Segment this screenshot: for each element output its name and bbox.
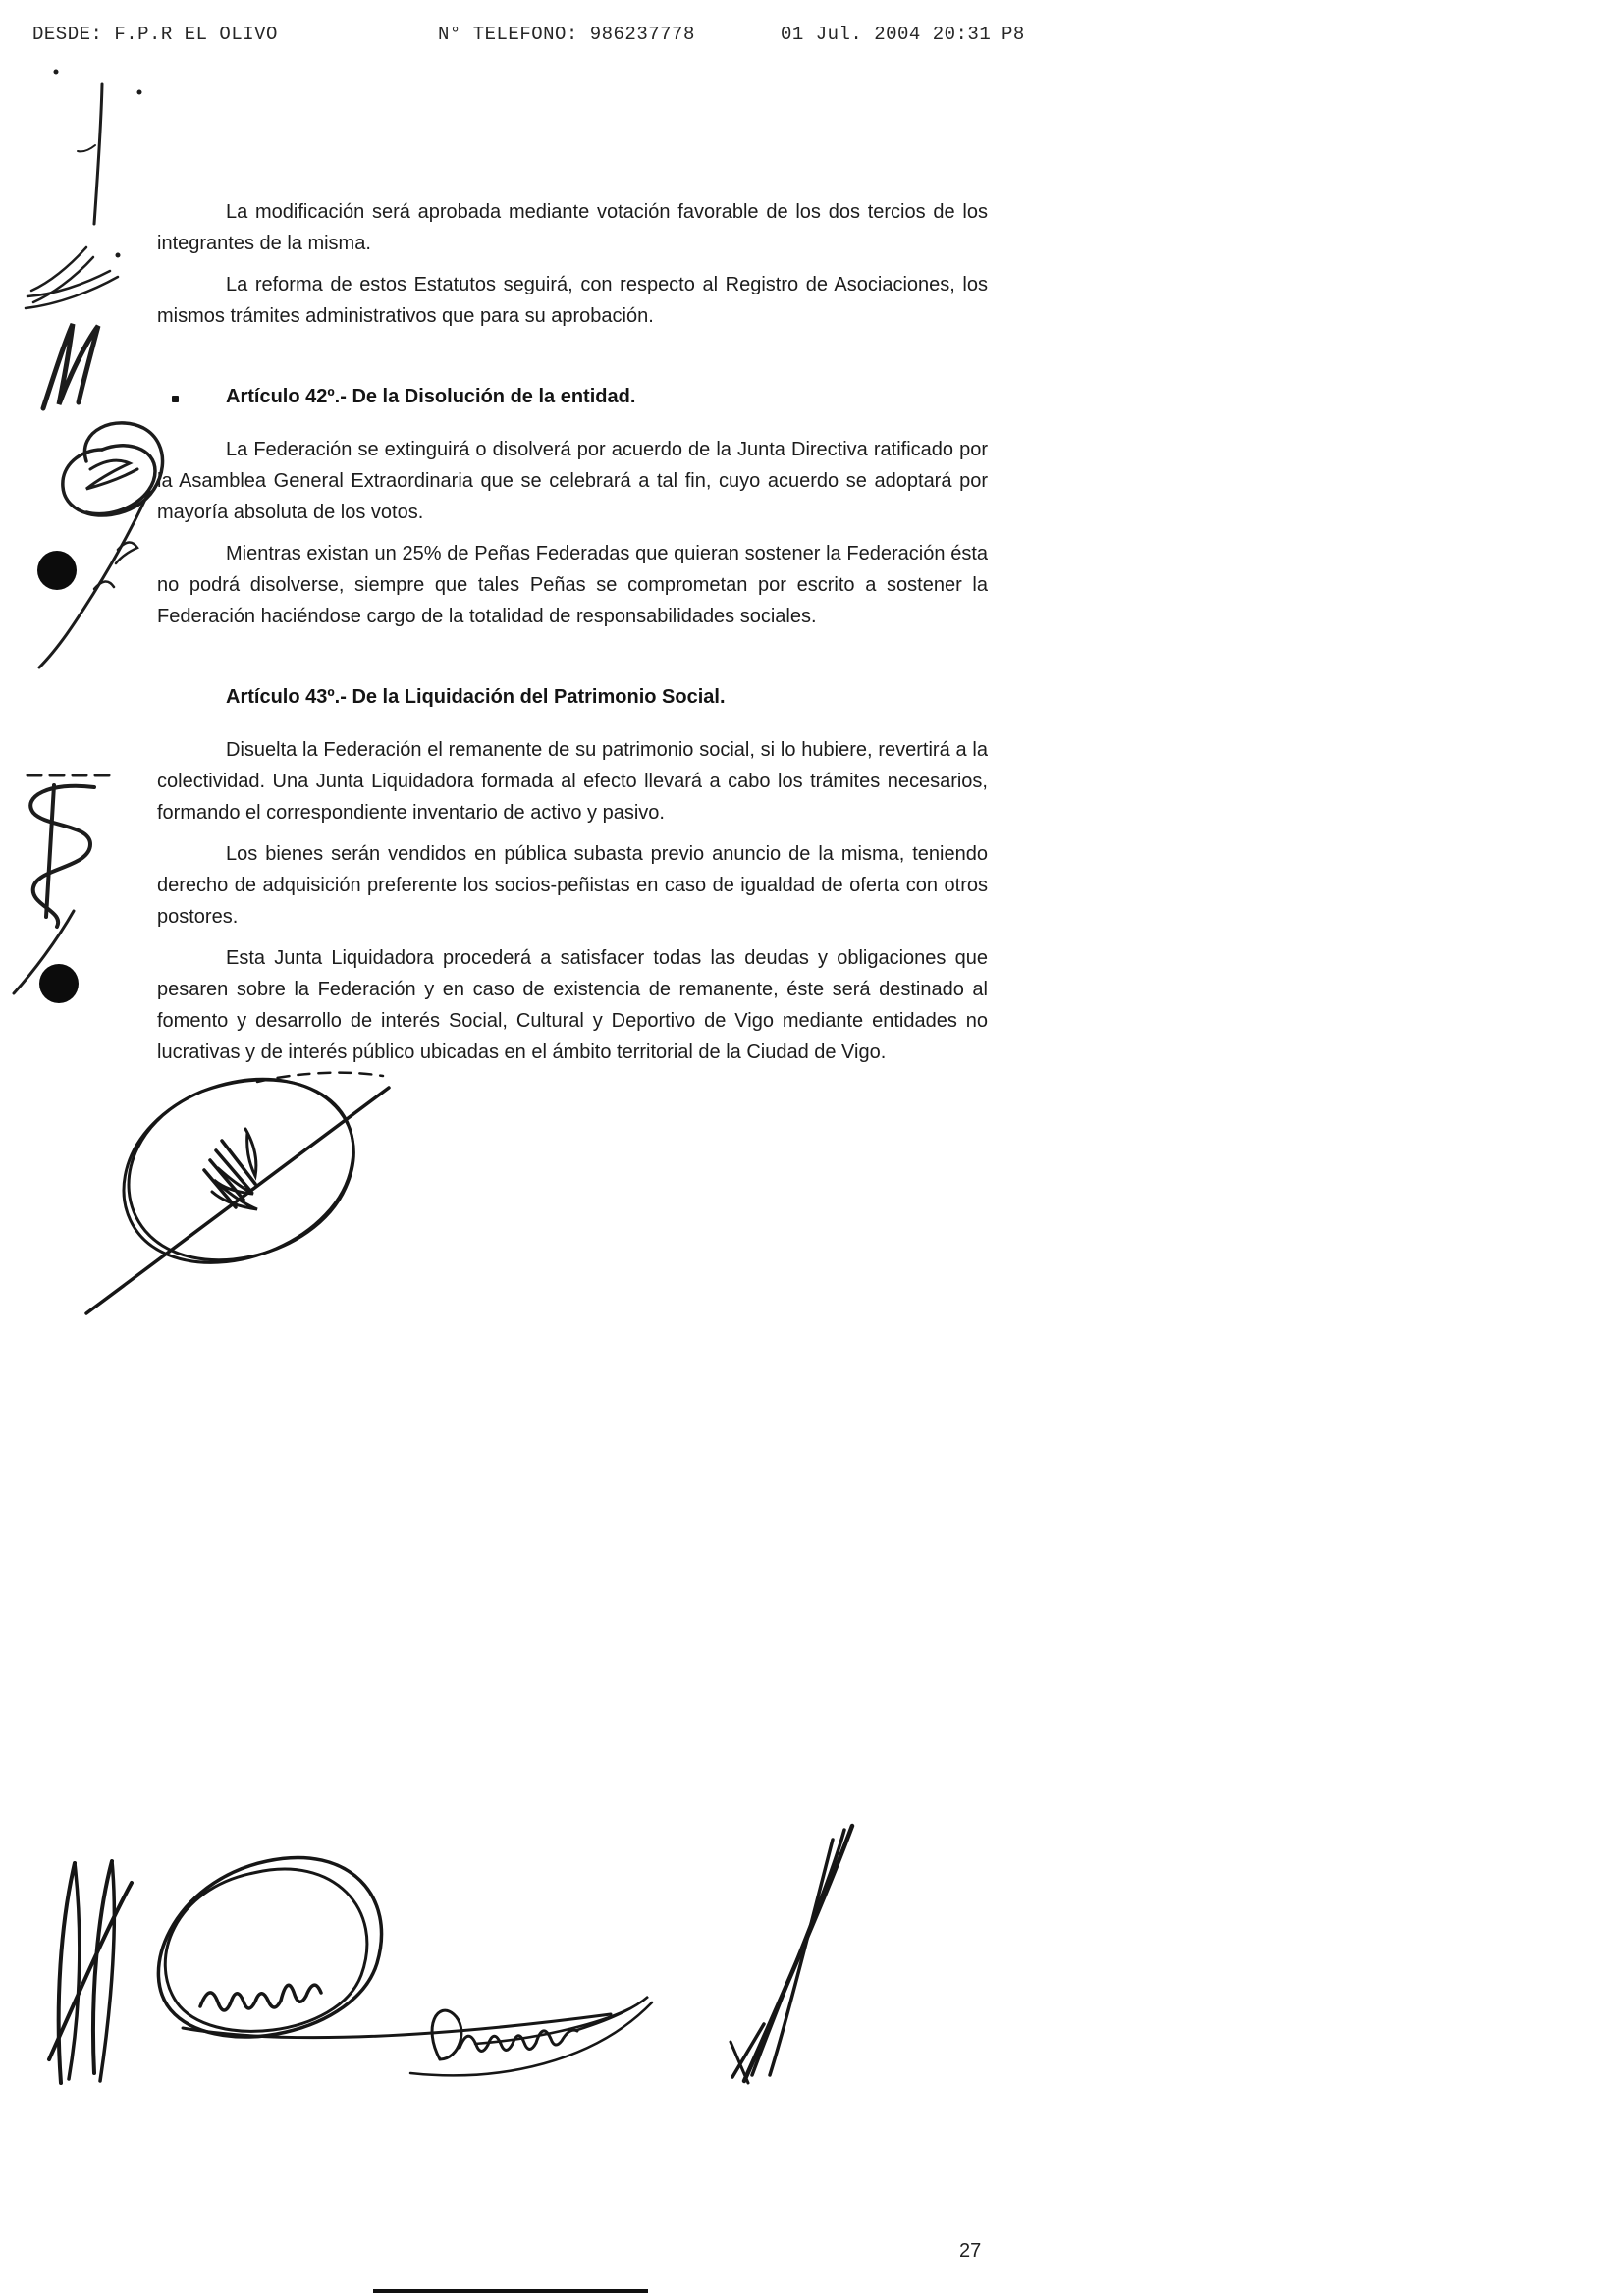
page-number: 27 <box>959 2240 982 2262</box>
signature-bottom-oval <box>158 1858 611 2038</box>
signature-bottom-left <box>49 1861 132 2083</box>
paragraph-disuelta: Disuelta la Federación el remanente de su patrimonio social, si lo hubiere, revertirá a la colectividad. Una Junta Liquidadora formada al efecto llevará a cabo los trámites necesarios, formando el correspondiente inventario de activo y pasivo. <box>157 739 988 824</box>
paragraph-reforma: La reforma de estos Estatutos seguirá, con respecto al Registro de Asociaciones, los mismos trámites administrativos que para su aprobación. <box>157 274 988 327</box>
heading-articulo-43: Artículo 43º.- De la Liquidación del Patrimonio Social. <box>226 686 726 708</box>
hole-punch-bottom <box>39 964 79 1003</box>
heading-articulo-42: Artículo 42º.- De la Disolución de la entidad. <box>226 386 636 407</box>
fax-page-code: P8 <box>1001 24 1025 45</box>
signature-large-center <box>86 1073 389 1313</box>
document-body <box>157 0 988 1078</box>
fax-from-label: DESDE: F.P.R EL OLIVO <box>32 24 278 45</box>
paragraph-junta-liquidadora: Esta Junta Liquidadora procederá a satisfacer todas las deudas y obligaciones que pesaren sobre la Federación y en caso de existencia de remanente, éste será destinado al fomento y desarrollo de interés Social, Cultural y Deportivo de Vigo mediante entidades no lucrativas y de interés público ubicadas en el ámbito territorial de la Ciudad de Vigo. <box>157 947 988 1063</box>
signature-bottom-center <box>410 1997 652 2075</box>
paragraph-mientras: Mientras existan un 25% de Peñas Federadas que quieran sostener la Federación ésta no podrá disolverse, siempre que tales Peñas se comprometan por escrito a sostener la Federación haciéndose cargo de la totalidad de responsabilidades sociales. <box>157 543 988 627</box>
signature-bottom-right <box>731 1826 852 2083</box>
paragraph-modificacion: La modificación será aprobada mediante votación favorable de los dos tercios de los integrantes de la misma. <box>157 201 988 254</box>
hole-punch-top <box>37 551 77 590</box>
signature-left-margin-initial <box>14 775 110 993</box>
stray-ink-mark <box>172 396 179 402</box>
scan-artifact-bottom-edge <box>373 2289 648 2293</box>
signature-left-margin-flourish <box>39 423 163 667</box>
fax-datetime: 01 Jul. 2004 20:31 <box>781 24 992 45</box>
fax-phone-label: N° TELEFONO: 986237778 <box>438 24 695 45</box>
pen-marks-top-left-margin <box>26 70 142 409</box>
paragraph-bienes: Los bienes serán vendidos en pública subasta previo anuncio de la misma, teniendo derecho de adquisición preferente los socios-peñistas en caso de igualdad de oferta con otros postores. <box>157 843 988 928</box>
paragraph-disolucion: La Federación se extinguirá o disolverá por acuerdo de la Junta Directiva ratificado por la Asamblea General Extraordinaria que se celebrará a tal fin, cuyo acuerdo se adoptará por mayoría absoluta de los votos. <box>157 439 988 523</box>
